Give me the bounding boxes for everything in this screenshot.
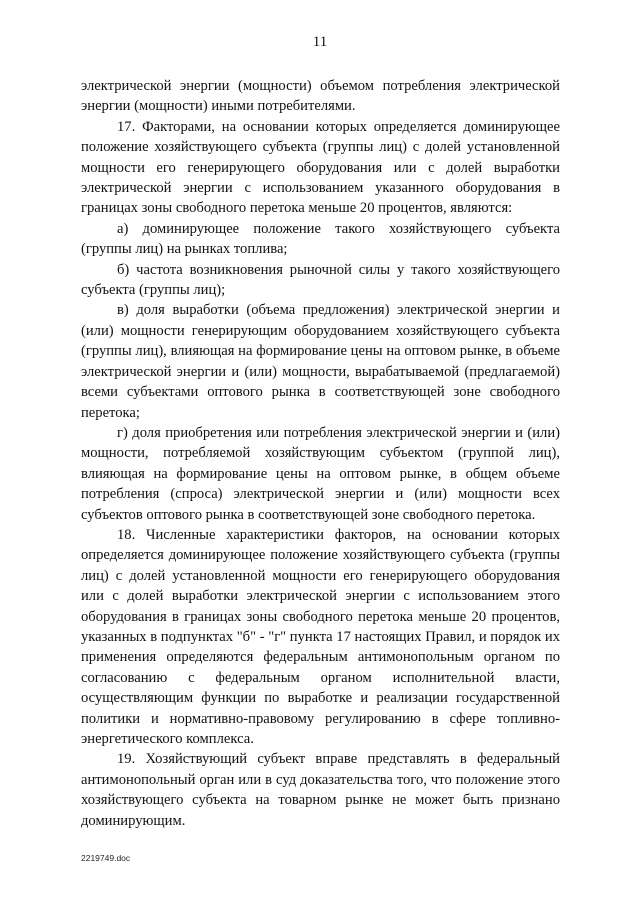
page-number: 11 <box>312 34 328 50</box>
footer-filename: 2219749.doc <box>81 853 131 863</box>
paragraph-17-b: б) частота возникновения рыночной силы у такого хозяйствующего субъекта (группы лиц); <box>81 261 560 299</box>
paragraph-17-a: а) доминирующее положение такого хозяйствующего субъекта (группы лиц) на рынках топлива; <box>81 220 560 258</box>
paragraph-17-g: г) доля приобретения или потребления электрической энергии и (или) мощности, потребляемой хозяйствующим субъектом (группой лиц), влияющая на формирование цены на оптовом рынке, в общем объеме потребления (спроса) электрической энергии и (или) мощности всех субъектов оптового рынка в соответствующей зоне свободного перетока. <box>81 424 560 523</box>
paragraph-18: 18. Численные характеристики факторов, на основании которых определяется доминирующее положение хозяйствующего субъекта (группы лиц) с долей установленной мощности его генерирующего оборудования или с долей выработки электрической энергии с использованием этого оборудования в границах зоны свободного перетока меньше 20 процентов, указанных в подпунктах "б" - "г" пункта 17 настоящих Правил, и порядок их применения определяются федеральным антимонопольным органом по согласованию с федеральным органом исполнительной власти, осуществляющим функции по выработке и реализации государственной политики и нормативно-правовому регулированию в сфере топливно-энергетического комплекса. <box>81 526 560 747</box>
paragraph-19: 19. Хозяйствующий субъект вправе представлять в федеральный антимонопольный орган или в суд доказательства того, что положение этого хозяйствующего субъекта на товарном рынке не может быть признано доминирующим. <box>81 751 560 829</box>
document-body <box>81 76 560 831</box>
paragraph-17-v: в) доля выработки (объема предложения) электрической энергии и (или) мощности генерирующим оборудованием хозяйствующего субъекта (группы лиц), влияющая на формирование цены на оптовом рынке, в объеме электрической энергии и (или) мощности, вырабатываемой (предлагаемой) всеми субъектами оптового рынка в соответствующей зоне свободного перетока; <box>81 302 560 421</box>
paragraph-continuation: электрической энергии (мощности) объемом потребления электрической энергии (мощности) иными потребителями. <box>81 78 560 115</box>
paragraph-17: 17. Факторами, на основании которых определяется доминирующее положение хозяйствующего субъекта (группы лиц) с долей установленной мощности его генерирующего оборудования или с долей выработки электрической энергии с использованием указанного оборудования в границах зоны свободного перетока меньше 20 процентов, являются: <box>81 118 560 217</box>
